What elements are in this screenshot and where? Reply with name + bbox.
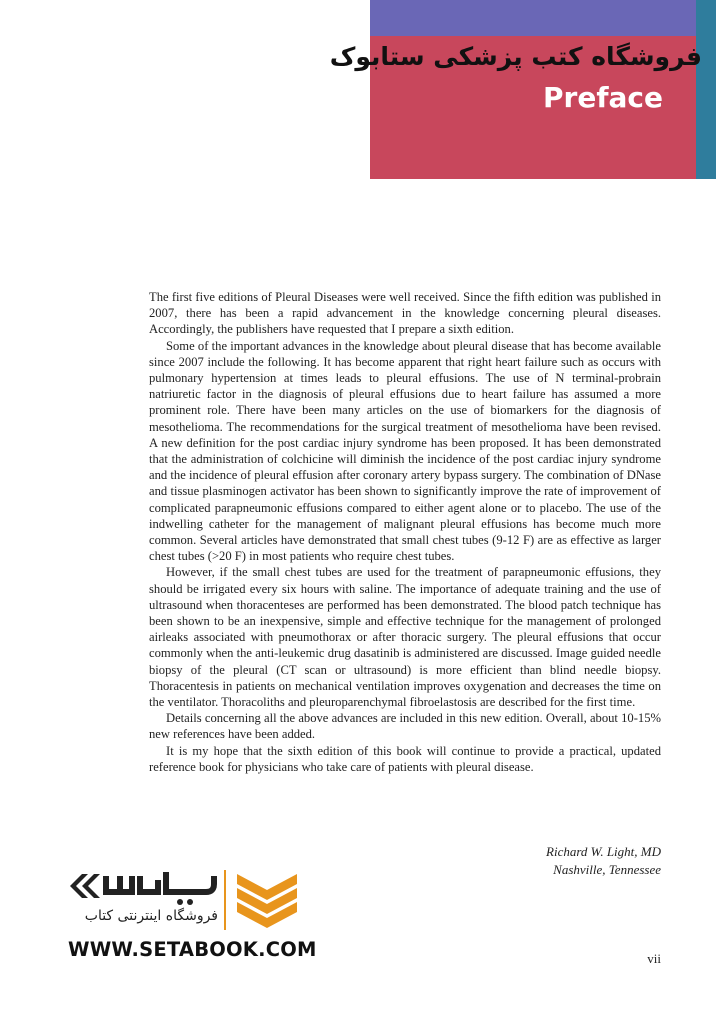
signature-block — [400, 843, 661, 879]
book-chevron-icon — [233, 870, 301, 928]
paragraph: The first five editions of Pleural Diseases were well received. Since the fifth edition was published in 2007, there has been a rapid advancement in the knowledge concerning pleural diseases. Accordingly, the publishers have requested that I prepare a sixth edition. — [149, 290, 661, 337]
store-name-banner: فروشگاه کتب پزشکی ستابوک — [329, 42, 702, 71]
header-blue-block — [370, 0, 696, 36]
logo-url-text: WWW.SETABOOK.COM — [68, 938, 317, 961]
logo-url — [68, 938, 317, 961]
author-name: Richard W. Light, MD — [546, 844, 661, 859]
paragraph: Some of the important advances in the knowledge about pleural disease that has become available since 2007 include the following. It has become apparent that right heart failure such as occurs with pulmonary hypertension at times leads to pleural effusions. The use of N terminal-probrain natriuretic factor in the diagnosis of pleural effusions due to heart failure has assumed a more prominent role. There have been many articles on the use of biomarkers for the diagnosis of mesothelioma. The recommendations for the surgical treatment of mesothelioma have been revised. A new definition for the post cardiac injury syndrome has been proposed. It has been demonstrated that the administration of colchicine will diminish the incidence of the post cardiac injury syndrome and the incidence of pleural effusion after coronary artery bypass surgery. The combination of DNase and tissue plasminogen activator has been shown to significantly improve the rate of improvement of complicated parapneumonic effusions compared to either agent alone or to placebo. The use of the indwelling catheter for the management of malignant pleural effusions has become much more common. Several articles have demonstrated that small chest tubes (9-12 F) are as effective as larger chest tubes (>20 F) in most patients who require chest tubes. — [149, 338, 661, 564]
preface-body — [149, 289, 661, 775]
logo-tagline: فروشگاه اینترنتی کتاب — [84, 908, 218, 924]
paragraph: Details concerning all the above advances are included in this new edition. Overall, about 10-15% new references have been added. — [149, 711, 661, 742]
page-number: vii — [647, 951, 661, 966]
logo-divider — [224, 870, 226, 930]
setabook-logo — [68, 864, 317, 961]
header-teal-strip — [696, 0, 716, 179]
setabook-wordmark-icon — [68, 864, 218, 908]
paragraph: However, if the small chest tubes are used for the treatment of parapneumonic effusions, they should be irrigated every six hours with saline. The importance of adequate training and the use of ultrasound when thoracenteses are performed has been demonstrated. The blood patch technique has been shown to be an inexpensive, simple and effective technique for the management of prolonged airleaks associated with pneumothorax or after thoracic surgery. The pleural effusions that occur commonly when the anti-leukemic drug dasatinib is administered are discussed. Image guided needle biopsy of the pleural (CT scan or ultrasound) is more efficient than blind needle biopsy. Thoracentesis in patients on mechanical ventilation improves oxygenation and decreases the time on the ventilator. Thoracoliths and pleuroparenchymal fibroelastosis are described for the first time. — [149, 565, 661, 710]
paragraph: It is my hope that the sixth edition of this book will continue to provide a practical, updated reference book for physicians who take care of patients with pleural disease. — [149, 743, 661, 774]
page-title: Preface — [543, 81, 663, 114]
author-location: Nashville, Tennessee — [553, 862, 661, 877]
